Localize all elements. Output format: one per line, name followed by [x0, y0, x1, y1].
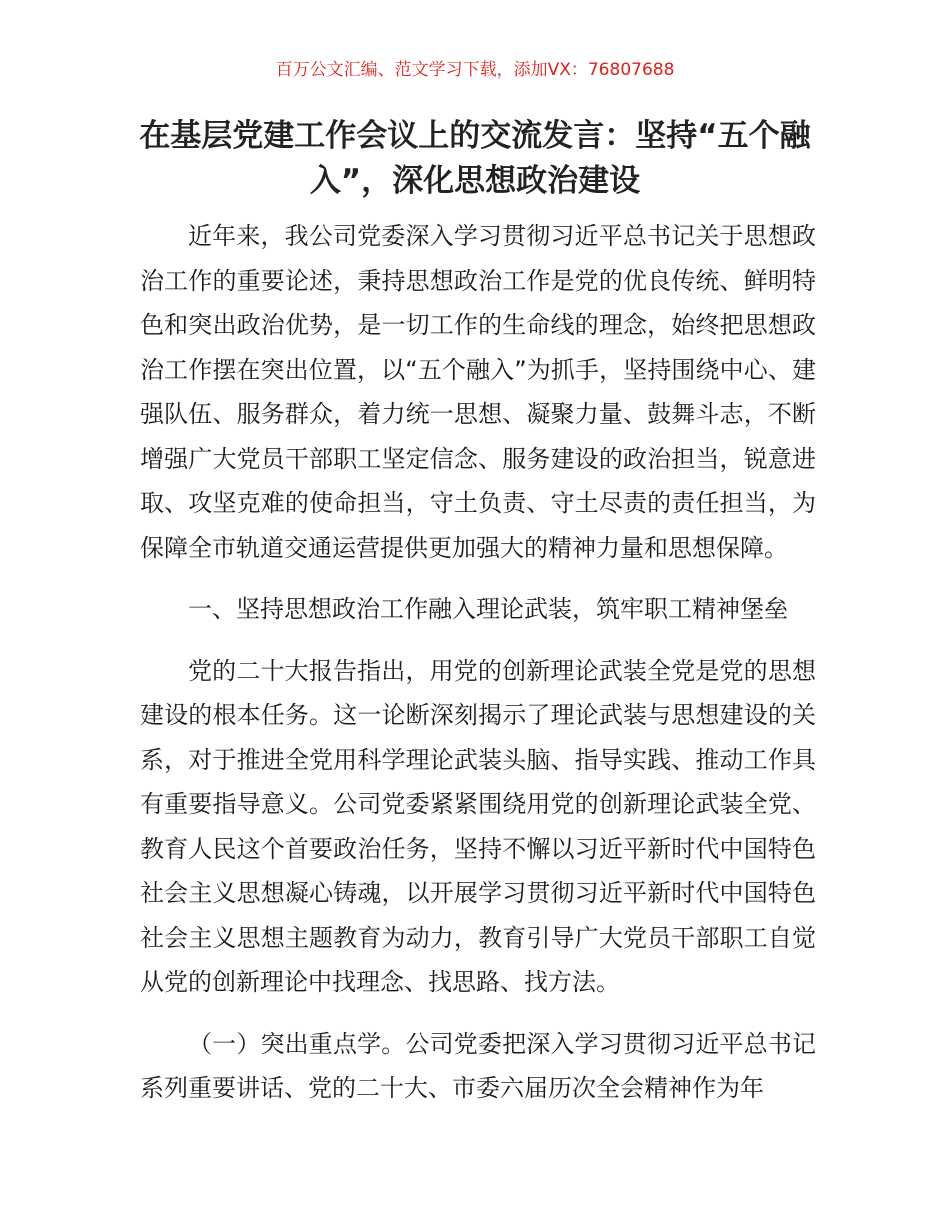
section-heading-1: 一、坚持思想政治工作融入理论武装，筑牢职工精神堡垒	[188, 595, 788, 623]
watermark-banner: 百万公文汇编、范文学习下载，添加VX：76807688	[275, 60, 675, 80]
body-paragraph: 党的二十大报告指出，用党的创新理论武装全党是党的思想建设的根本任务。这一论断深刻揭示了理论武装与思想建设的关系，对于推进全党用科学理论武装头脑、指导实践、推动工作具有重要指导意义。公司党委紧紧围绕用党的创新理论武装全党、教育人民这个首要政治任务，坚持不懈以习近平新时代中国特色社会主义思想凝心铸魂，以开展学习贯彻习近平新时代中国特色社会主义思想主题教育为动力，教育引导广大党员干部职工自觉从党的创新理论中找理念、找思路、找方法。	[140, 656, 816, 996]
document-body	[140, 214, 816, 1111]
document-title: 在基层党建工作会议上的交流发言：坚持“五个融入”，深化思想政治建设	[139, 118, 811, 199]
subsection-paragraph: （一）突出重点学。公司党委把深入学习贯彻习近平总书记系列重要讲话、党的二十大、市委六届历次全会精神作为年	[140, 1029, 816, 1102]
intro-paragraph: 近年来，我公司党委深入学习贯彻习近平总书记关于思想政治工作的重要论述，秉持思想政治工作是党的优良传统、鲜明特色和突出政治优势，是一切工作的生命线的理念，始终把思想政治工作摆在突出位置，以“五个融入”为抓手，坚持围绕中心、建强队伍、服务群众，着力统一思想、凝聚力量、鼓舞斗志，不断增强广大党员干部职工坚定信念、服务建设的政治担当，锐意进取、攻坚克难的使命担当，守土负责、守土尽责的责任担当，为保障全市轨道交通运营提供更加强大的精神力量和思想保障。	[140, 222, 816, 562]
